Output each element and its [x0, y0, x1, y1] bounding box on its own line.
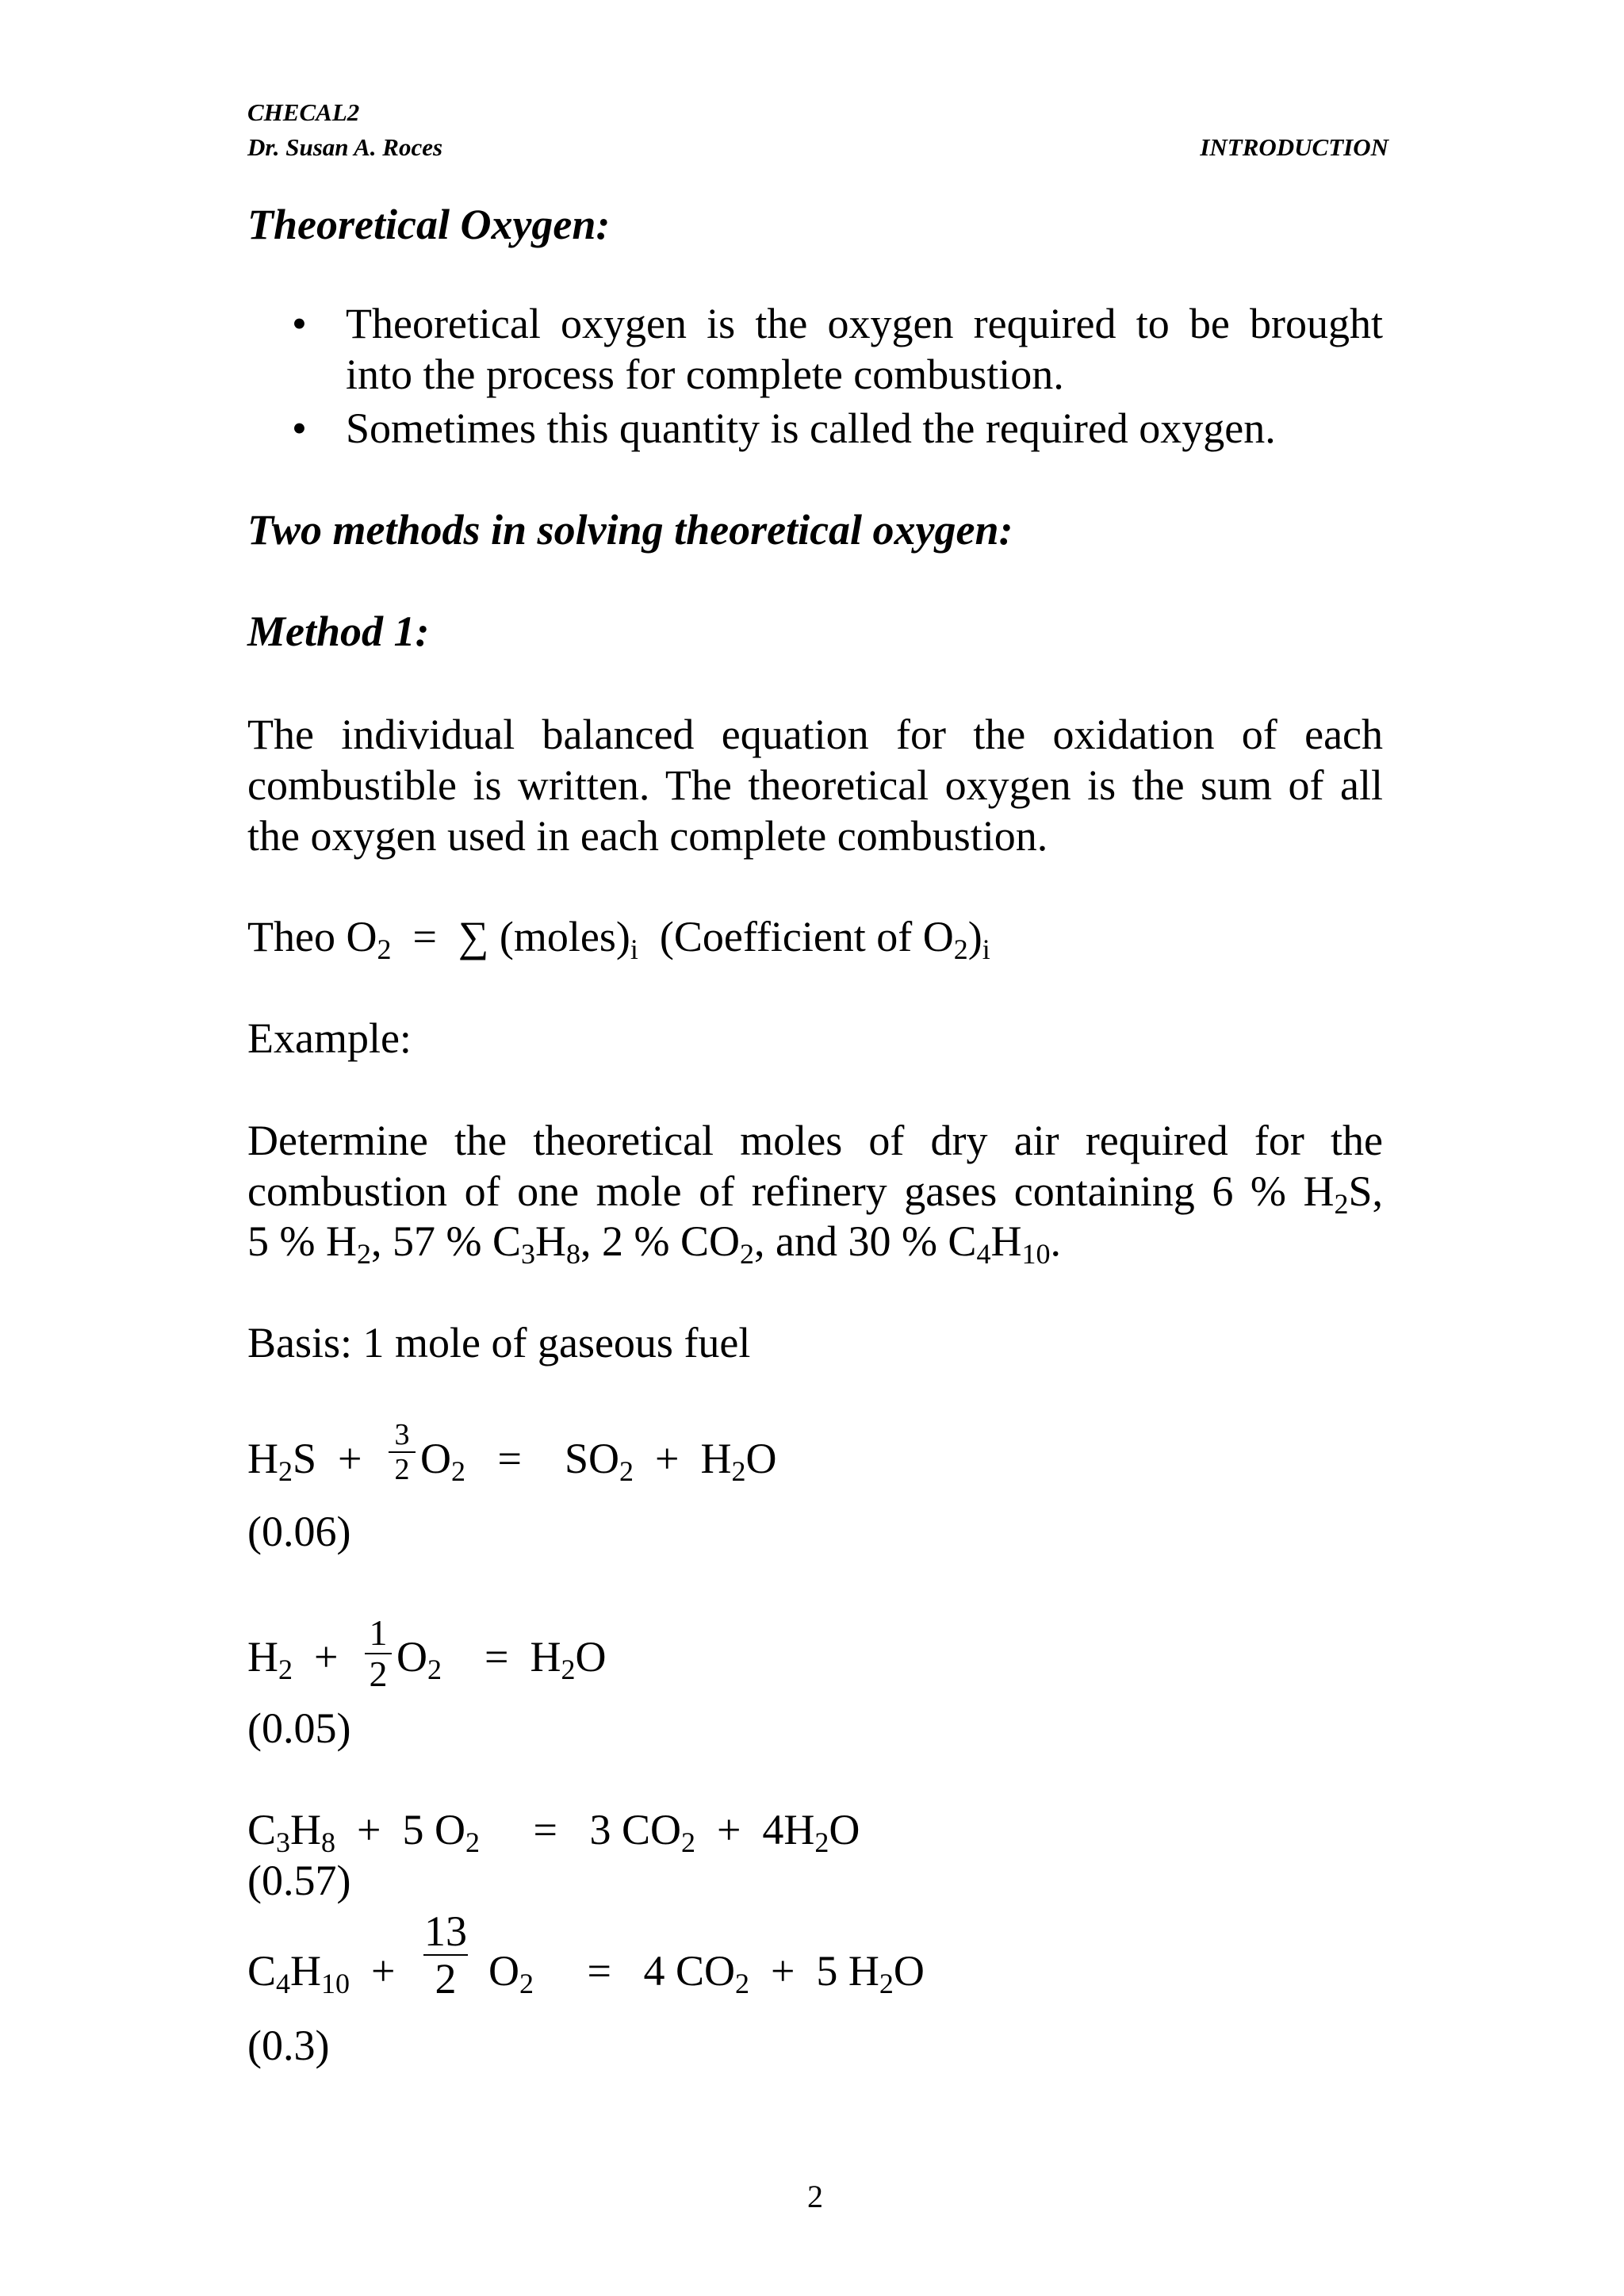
bullet-icon: •: [292, 300, 307, 347]
equation-c4h10: $C_4H_{10}$ +: [247, 1947, 396, 1999]
course-code: CHECAL2: [247, 98, 360, 126]
moles-h2: (0.05): [247, 1704, 351, 1752]
section-title: INTRODUCTION: [1200, 133, 1388, 161]
method-1-description: The individual balanced equation for the oxidation of each combustible is written. The theoretical oxygen is the sum of all the oxygen used in each complete combustion.: [247, 711, 1383, 860]
moles-c3h8: (0.57): [247, 1857, 351, 1904]
problem-line-2: combustion of one mole of refinery gases containing 6 % $H_2S$,: [247, 1167, 1383, 1220]
definition-list: [292, 298, 1383, 457]
fraction-1-2: 1 2: [365, 1615, 392, 1692]
example-label: Example:: [247, 1014, 412, 1062]
author-name: Dr. Susan A. Roces: [247, 133, 443, 161]
problem-line-1: Determine the theoretical moles of dry air required for the: [247, 1117, 1383, 1164]
document-page: CHECAL2 Dr. Susan A. Roces INTRODUCTION Theoretical Oxygen: • Theoretical oxygen is the oxygen required to be brought into the process for complete combustion. • Sometimes this quantity is called the required oxygen. Two methods in solving theoretical oxygen: Method 1: The individual balanced equation for the oxidation of each combustible is written. The theoretical oxygen is the sum of all the oxygen used in each complete combustion. Theo $O_2$ = ∑ $(moles)_i$ (Coefficient of $O_2)_i$ Example: Determine the theoretical moles of dry air required for the combustion of one mole of refinery gases containing 6 % $H_2S$, 5 % $H_2$, 57 % $C_3H_8$, 2 % $CO_2$, and 30 % $C_4H_{10}$. Basis: 1 mole of gaseous fuel $H_2S$ + 3 2 $O_2$ = $SO_2 + H_2O$ (0.06) $H_2$ + 1 2 $O_2$ = $H_2O$ (0.05) $C_3H_8 + 5$ $O_2$ = 3 $CO_2 + 4H_2O$ (0.57) $C_4H_{10}$ + 13 2 $O_2$ = 4 $CO_2 + 5$ $H_2O$ (0.3) 2: [247, 98, 1388, 2214]
moles-c4h10: (0.3): [247, 2022, 330, 2069]
equation-h2s: $H_2S$ +: [247, 1435, 362, 1487]
heading-two-methods: Two methods in solving theoretical oxygen:: [247, 506, 1013, 554]
equation-h2: $H_2$ +: [247, 1633, 339, 1685]
theo-o2-formula: Theo $O_2$ = ∑ $(moles)_i$ (Coefficient of $O_2)_i$: [247, 913, 990, 965]
equation-c3h8: $C_3H_8 + 5$ $O_2$ = 3 $CO_2 + 4H_2O$: [247, 1806, 860, 1858]
basis-statement: Basis: 1 mole of gaseous fuel: [247, 1319, 751, 1366]
fraction-13-2: 13 2: [424, 1907, 467, 2003]
heading-theoretical-oxygen: Theoretical Oxygen:: [247, 201, 611, 248]
list-item: • Sometimes this quantity is called the required oxygen.: [292, 404, 1276, 452]
fraction-3-2: 3 2: [389, 1420, 416, 1485]
heading-method-1: Method 1:: [247, 608, 430, 655]
problem-line-3: 5 % $H_2$, 57 % $C_3H_8$, 2 % $CO_2$, and 30 % $C_4H_{10}$.: [247, 1217, 1061, 1270]
moles-h2s: (0.06): [247, 1508, 351, 1555]
bullet-icon: •: [292, 404, 307, 452]
page-number: 2: [807, 2179, 823, 2214]
list-item: • Theoretical oxygen is the oxygen required to be brought into the process for complete combustion.: [292, 300, 1383, 398]
